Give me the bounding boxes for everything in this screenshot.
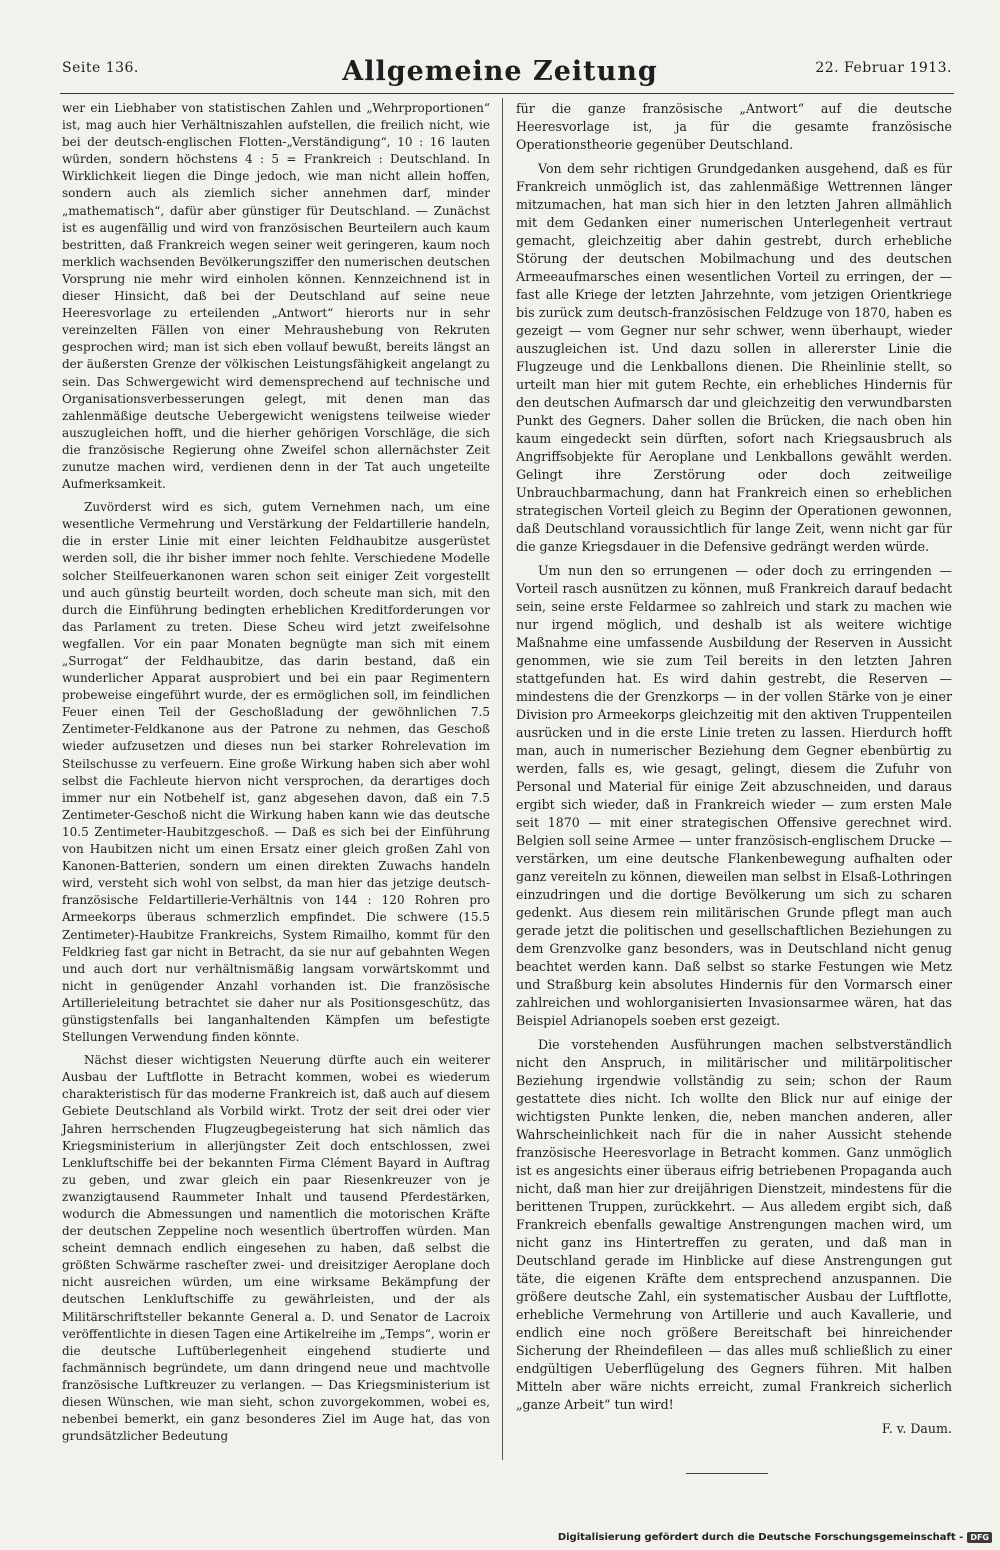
footer [558, 1532, 992, 1543]
paragraph: Die vorstehenden Ausführungen machen selbstverständlich nicht den Anspruch, in militärischer und militärpolitischer Beziehung irgendwie vollständig zu sein; schon der Raum gestattete dies nicht. Ich wollte den Blick nur auf einige der wichtigsten Punkte lenken, die, neben manchen anderen, aller Wahrscheinlichkeit nach für die in naher Aussicht stehende französische Heeresvorlage in Betracht kommen. Ganz unmöglich ist es angesichts einer überaus eifrig betriebenen Propaganda auch nicht, daß man hier zur dreijährigen Dienstzeit, mindestens für die berittenen Truppen, zurückkehrt. — Aus alledem ergibt sich, daß Frankreich ebenfalls gewaltige Anstrengungen machen wird, um nicht ganz ins Hintertreffen zu geraten, und daß man in Deutschland gerade im Hinblicke auf diese Anstrengungen gut täte, die eigenen Kräfte dem entsprechend anzuspannen. Die größere deutsche Zahl, ein systematischer Ausbau der Luftflotte, erhebliche Vermehrung von Artillerie und auch Kavallerie, und endlich eine noch größere Bereitschaft bei hinreichender Sicherung der Rheindefileen — das alles muß schließlich zu einer endgültigen Ueberflügelung des Gegners führen. Mit halben Mitteln aber wäre nichts erreicht, zumal Frankreich sicherlich „ganze Arbeit“ tun wird! [516, 1037, 952, 1412]
footer-credit: Digitalisierung gefördert durch die Deutsche Forschungsgemeinschaft - [557, 1532, 964, 1543]
issue-date: 22. Februar 1913. [815, 60, 952, 76]
right-column [516, 100, 952, 1438]
masthead-title: Allgemeine Zeitung [342, 56, 658, 87]
paragraph: Von dem sehr richtigen Grundgedanken ausgehend, daß es für Frankreich unmöglich ist, das zahlenmäßige Wettrennen länger mitzumachen, hat man sich hier in den letzten Jahren allmählich mit dem Gedanken einer numerischen Unterlegenheit vertraut gemacht, gleichzeitig aber dahin gestrebt, durch erhebliche Störung der deutschen Mobilmachung und des deutschen Armeeaufmarsches einen wesentlichen Vorteil zu erringen, der — fast alle Kriege der letzten Jahrzehnte, vom jetzigen Orientkriege bis zurück zum deutsch-französischen Feldzuge von 1870, haben es gezeigt — vom Gegner nur sehr schwer, wenn überhaupt, wieder auszugleichen ist. Und dazu sollen in allererster Linie die Flugzeuge und die Lenkballons dienen. Die Rheinlinie stellt, so urteilt man hier mit gutem Rechte, ein erhebliches Hindernis für den deutschen Aufmarsch dar und gleichzeitig den verwundbarsten Punkt des Gegners. Daher sollen die Brücken, die nach oben hin kaum eingedeckt sein dürften, sofort nach Kriegsausbruch als Angriffsobjekte für Aeroplane und Lenkballons gewählt werden. Gelingt ihre Zerstörung oder doch zeitweilige Unbrauchbarmachung, dann hat Frankreich einen so erheblichen strategischen Vorteil gleich zu Beginn der Operationen gewonnen, daß Deutschland voraussichtlich für lange Zeit, wenn nicht gar für die ganze Kriegsdauer in die Defensive gedrängt werden würde. [516, 161, 952, 554]
paragraph: Zuvörderst wird es sich, gutem Vernehmen nach, um eine wesentliche Vermehrung und Verstärkung der Feldartillerie handeln, die in erster Linie mit einer leichten Feldhaubitze ausgerüstet werden soll, die ihr bisher immer noch fehlte. Verschiedene Modelle solcher Steilfeuerkanonen waren schon seit einiger Zeit vorgestellt und auch günstig beurteilt worden, doch scheute man sich, mit den durch die Einführung bedingten erheblichen Kreditforderungen vor das Parlament zu treten. Diese Scheu wird jetzt zweifelsohne wegfallen. Vor ein paar Monaten begnügte man sich mit einem „Surrogat“ der Feldhaubitze, das darin bestand, daß ein wunderlicher Apparat ausprobiert und bei ein paar Regimentern probeweise eingeführt wurde, der es ermöglichen soll, im feindlichen Feuer einen Teil der Geschoßladung der gewöhnlichen 7.5 Zentimeter-Feldkanone aus der Patrone zu nehmen, das Geschoß wieder aufzusetzen und dieses nun bei starker Rohrelevation im Steilschusse zu verfeuern. Eine große Wirkung haben sich aber wohl selbst die Fachleute hiervon nicht versprochen, da derartiges doch immer nur ein Notbehelf ist, ganz abgesehen davon, daß ein 7.5 Zentimeter-Geschoß nicht die Wirkung haben kann wie das deutsche 10.5 Zentimeter-Haubitzgeschoß. — Daß es sich bei der Einführung von Haubitzen nicht um einen Ersatz einer gleich großen Zahl von Kanonen-Batterien, sondern um einen direkten Zuwachs handeln wird, versteht sich wohl von selbst, da man hier das jetzige deutsch-französische Feldartillerie-Verhältnis von 144 : 120 Rohren pro Armeekorps überaus schmerzlich empfindet. Die schwere (15.5 Zentimeter)-Haubitze Frankreichs, System Rimailho, kommt für den Feldkrieg fast gar nicht in Betracht, da sie nur auf gebahnten Wegen und auch dort nur verhältnismäßig langsam vorwärtskommt und nicht in genügender Anzahl vorhanden ist. Die französische Artillerieleitung betrachtet sie daher nur als Positionsgeschütz, das günstigstenfalls bei langanhaltenden Kämpfen um befestigte Stellungen Verwendung finden könnte. [62, 500, 490, 1045]
dfg-logo-icon: DFG [967, 1532, 992, 1543]
author-signature: F. v. Daum. [881, 1421, 952, 1436]
end-separator [686, 1473, 768, 1474]
page-number: Seite 136. [62, 60, 139, 76]
paragraph: für die ganze französische „Antwort“ auf die deutsche Heeresvorlage ist, ja für die gesamte französische Operationstheorie gegenüber Deutschland. [516, 101, 952, 152]
paragraph: Nächst dieser wichtigsten Neuerung dürfte auch ein weiterer Ausbau der Luftflotte in Betracht kommen, wobei es wiederum charakteristisch für das moderne Frankreich ist, daß auch auf diesem Gebiete Deutschland als Vorbild wirkt. Trotz der seit drei oder vier Jahren herrschenden Flugzeugbegeisterung hat sich nämlich das Kriegsministerium in allerjüngster Zeit doch entschlossen, zwei Lenkluftschiffe bei der bekannten Firma Clément Bayard in Auftrag zu geben, und zwar gleich ein paar Riesenkreuzer von je zwanzigtausend Raummeter Inhalt und tausend Pferdestärken, wodurch die Abmessungen und namentlich die motorischen Kräfte der deutschen Zeppeline noch wesentlich übertroffen würden. Man scheint demnach endlich eingesehen zu haben, daß selbst die größten Schwärme rascheſter zwei- und dreisitziger Aeroplane doch nicht ausreichen würden, um eine wirksame Bekämpfung der deutschen Lenkluftschiffe zu gewährleisten, und der als Militärschriftsteller bekannte General a. D. und Senator de Lacroix veröffentlichte in diesen Tagen eine Artikelreihe im „Temps“, worin er die deutsche Luftüberlegenheit eingehend studierte und fachmännisch begründete, um dann dringend neue und machtvolle französische Luftkreuzer zu verlangen. — Das Kriegsministerium ist diesen Wünschen, wie man sieht, schon zuvorgekommen, wobei es, nebenbei bemerkt, ein ganz besonderes Ziel im Auge hat, das von grundsätzlicher Bedeutung [62, 1053, 490, 1444]
column-divider [502, 98, 503, 1460]
left-column [62, 100, 490, 1451]
paragraph: Um nun den so errungenen — oder doch zu erringenden — Vorteil rasch ausnützen zu können, muß Frankreich darauf bedacht sein, seine erste Feldarmee so zahlreich und stark zu machen wie nur irgend möglich, und deshalb ist als weitere wichtige Maßnahme eine umfassende Ausbildung der Reserven in Aussicht genommen, wie sie zum Teil bereits in den letzten Jahren stattgefunden hat. Es wird dahin gestrebt, die Reserven — mindestens die der Grenzkorps — in der vollen Stärke von je einer Division pro Armeekorps gleichzeitig mit den aktiven Truppenteilen ausrücken und in die erste Linie treten zu lassen. Hierdurch hofft man, auch in numerischer Beziehung dem Gegner ebenbürtig zu werden, falls es, wie gesagt, gelingt, diesem die Zufuhr von Personal und Material für einige Zeit abzuschneiden, und daraus ergibt sich wieder, daß in Frankreich wieder — zum ersten Male seit 1870 — mit einer strategischen Offensive gerechnet wird. Belgien soll seine Armee — unter französisch-englischem Drucke — verstärken, um eine deutsche Flankenbewegung aufhalten oder ganz vereiteln zu können, dieweilen man selbst in Elsaß-Lothringen einzudringen und die dortige Bevölkerung um sich zu scharen gedenkt. Aus diesem rein militärischen Grunde pflegt man auch gerade jetzt die politischen und gesellschaftlichen Beziehungen zu dem Grenzvolke ganz besonders, was in Deutschland nicht genug beachtet werden kann. Daß selbst so starke Festungen wie Metz und Straßburg kein absolutes Hindernis für den Vormarsch einer zahlreichen und wohlorganisierten Invasionsarmee wären, hat das Beispiel Adrianopels soeben erst gezeigt. [516, 563, 952, 1028]
header-rule [60, 93, 954, 94]
paragraph: wer ein Liebhaber von statistischen Zahlen und „Wehrproportionen“ ist, mag auch hier Verhältniszahlen aufstellen, die freilich nicht, wie bei der deutsch-englischen Flotten-„Verständigung“, 10 : 16 lauten würden, sondern höchstens 4 : 5 = Frankreich : Deutschland. In Wirklichkeit liegen die Dinge jedoch, wie man nicht allein hoffen, sondern auch als ziemlich sicher annehmen darf, minder „mathematisch“, dafür aber günstiger für Deutschland. — Zunächst ist es augenfällig und wird von französischen Beurteilern auch kaum bestritten, daß Frankreich wegen seiner weit geringeren, kaum noch merklich wachsenden Bevölkerungsziffer den numerischen deutschen Vorsprung nie mehr wird einholen können. Kennzeichnend ist in dieser Hinsicht, daß bei der Deutschland auf seine neue Heeresvorlage zu erteilenden „Antwort“ hierorts nur in sehr vereinzelten Fällen von einer Mehraushebung von Rekruten gesprochen wird; man ist sich eben vollauf bewußt, bereits längst an der äußersten Grenze der völkischen Leistungsfähigkeit angelangt zu sein. Das Schwergewicht wird demensprechend auf technische und Organisationsverbesserungen gelegt, mit denen man das zahlenmäßige deutsche Uebergewicht wenigstens teilweise wieder auszugleichen hofft, und die hierher gehörigen Vorschläge, die sich die französische Regierung ohne Zweifel schon allernächster Zeit zunutze machen wird, verdienen denn in der Tat auch ungeteilte Aufmerksamkeit. [62, 101, 490, 492]
